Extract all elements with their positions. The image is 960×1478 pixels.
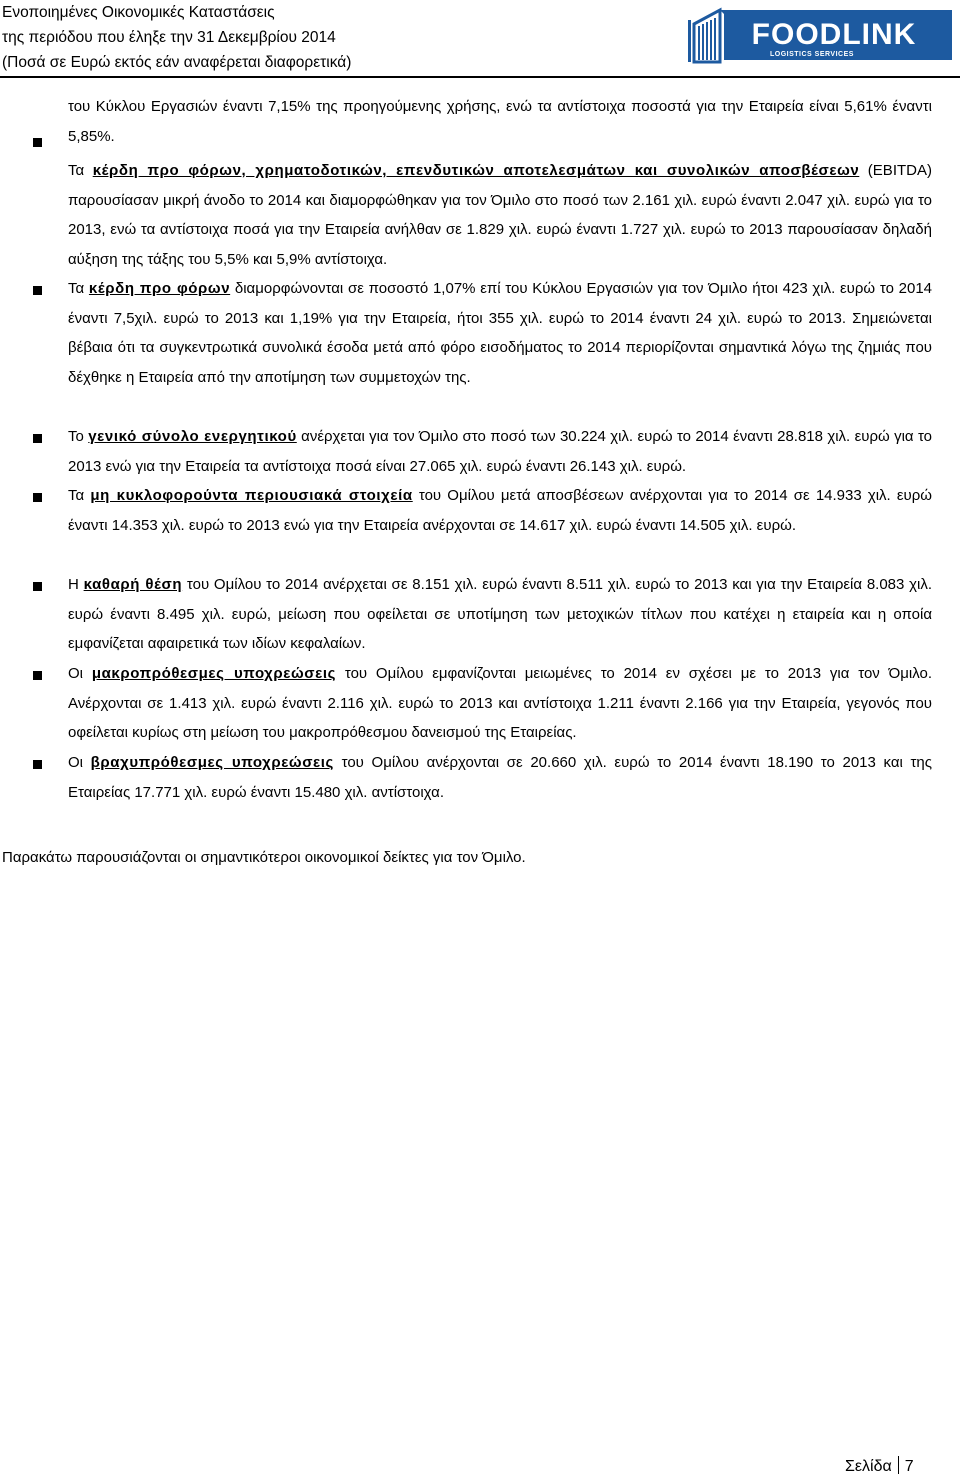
bullet-marker [33, 582, 42, 591]
bullet-paragraph: Η καθαρή θέση του Ομίλου το 2014 ανέρχεται σε 8.151 χιλ. ευρώ έναντι 8.511 χιλ. ευρώ το 2013 και για την Εταιρεία 8.083 χιλ. ευρώ έναντι 8.495 χιλ. ευρώ, μείωση που οφείλεται σε υποτίμηση των μετοχικών τίτλων που κατέχει η εταιρεία και η οποία εμφανίζεται αφαιρετικά των ιδίων κεφαλαίων. [68, 576, 932, 653]
header-divider [0, 76, 960, 78]
header-title-line2: της περιόδου που έληξε την 31 Δεκεμβρίου 2014 [2, 29, 336, 46]
bullet-marker [33, 138, 42, 147]
foodlink-logo [684, 4, 954, 68]
bullet-marker [33, 493, 42, 502]
page-label: Σελίδα [845, 1458, 892, 1475]
bullet-marker [33, 434, 42, 443]
bullet-paragraph: Οι μακροπρόθεσμες υποχρεώσεις του Ομίλου εμφανίζονται μειωμένες το 2014 εν σχέσει με το 2013 για τον Όμιλο. Ανέρχονται σε 1.413 χιλ. ευρώ έναντι 2.116 χιλ. ευρώ το 2013 και αντίστοιχα 1.211 έναντι 2.166 για την Εταιρεία, γεγονός που οφείλεται κυρίως στη μείωση του μακροπρόθεσμου δανεισμού της Εταιρείας. [68, 665, 932, 742]
logo-wordmark: FOODLINK [751, 18, 917, 51]
bullet-paragraph: Τα κέρδη προ φόρων διαμορφώνονται σε ποσοστό 1,07% επί του Κύκλου Εργασιών για τον Όμιλο ήτοι 423 χιλ. ευρώ το 2014 έναντι 7,5χιλ. ευρώ το 2013 και 1,19% για την Εταιρεία, ήτοι 355 χιλ. ευρώ το 2014 έναντι 24 χιλ. ευρώ το 2013. Σημειώνεται βέβαια ότι τα συγκεντρωτικά συνολικά έσοδα μετά από φόρο εισοδήματος το 2014 περιορίζονται σημαντικά λόγω της ζημιάς που δέχθηκε η Εταιρεία από την αποτίμηση των συμμετοχών της. [68, 280, 933, 386]
page-separator [898, 1456, 899, 1474]
page-header [0, 0, 960, 80]
bullet-marker [33, 671, 42, 680]
bullet-paragraph: Οι βραχυπρόθεσμες υποχρεώσεις του Ομίλου ανέρχονται σε 20.660 χιλ. ευρώ το 2014 έναντι 18.190 το 2013 και της Εταιρείας 17.771 χιλ. ευρώ έναντι 15.480 χιλ. αντίστοιχα. [68, 754, 933, 801]
header-title-line3: (Ποσά σε Ευρώ εκτός εάν αναφέρεται διαφορετικά) [2, 54, 352, 71]
logo-subtext: LOGISTICS SERVICES [770, 51, 854, 58]
bullet-paragraph: Το γενικό σύνολο ενεργητικού ανέρχεται για τον Όμιλο στο ποσό των 30.224 χιλ. ευρώ το 2014 έναντι 28.818 χιλ. ευρώ για το 2013 ενώ για την Εταιρεία τα αντίστοιχα ποσά είναι 27.065 χιλ. ευρώ έναντι 26.143 χιλ. ευρώ. [68, 428, 933, 475]
bullet-paragraph: Τα μη κυκλοφορούντα περιουσιακά στοιχεία του Ομίλου μετά αποσβέσεων ανέρχονται για το 2014 σε 14.933 χιλ. ευρώ έναντι 14.353 χιλ. ευρώ το 2013 ενώ για την Εταιρεία ανέρχονται σε 14.617 χιλ. ευρώ έναντι 14.505 χιλ. ευρώ. [68, 487, 933, 534]
intro-paragraph: του Κύκλου Εργασιών έναντι 7,15% της προηγούμενης χρήσης, ενώ τα αντίστοιχα ποσοστά για την Εταιρεία είναι 5,61% έναντι 5,85%. [68, 98, 932, 145]
page-number: 7 [904, 1458, 914, 1475]
header-title-line1: Ενοποιημένες Οικονομικές Καταστάσεις [2, 4, 275, 21]
bullet-marker [33, 286, 42, 295]
bullet-marker [33, 760, 42, 769]
bullet-paragraph: Τα κέρδη προ φόρων, χρηματοδοτικών, επενδυτικών αποτελεσμάτων και συνολικών αποσβέσεων (EBITDA) παρουσίασαν μικρή άνοδο το 2014 και διαμορφώθηκαν για τον Όμιλο στο ποσό των 2.161 χιλ. ευρώ έναντι 2.047 χιλ. ευρώ για το 2013, ενώ τα αντίστοιχα ποσά για την Εταιρεία ανήλθαν σε 1.829 χιλ. ευρώ έναντι 1.727 χιλ. ευρώ το 2013 παρουσίασαν δηλαδή αύξηση της τάξης του 5,5% και 5,9% αντίστοιχα. [68, 162, 932, 268]
page-number-footer [845, 1456, 914, 1478]
summary-sentence: Παρακάτω παρουσιάζονται οι σημαντικότεροι οικονομικοί δείκτες για τον Όμιλο. [2, 849, 526, 866]
